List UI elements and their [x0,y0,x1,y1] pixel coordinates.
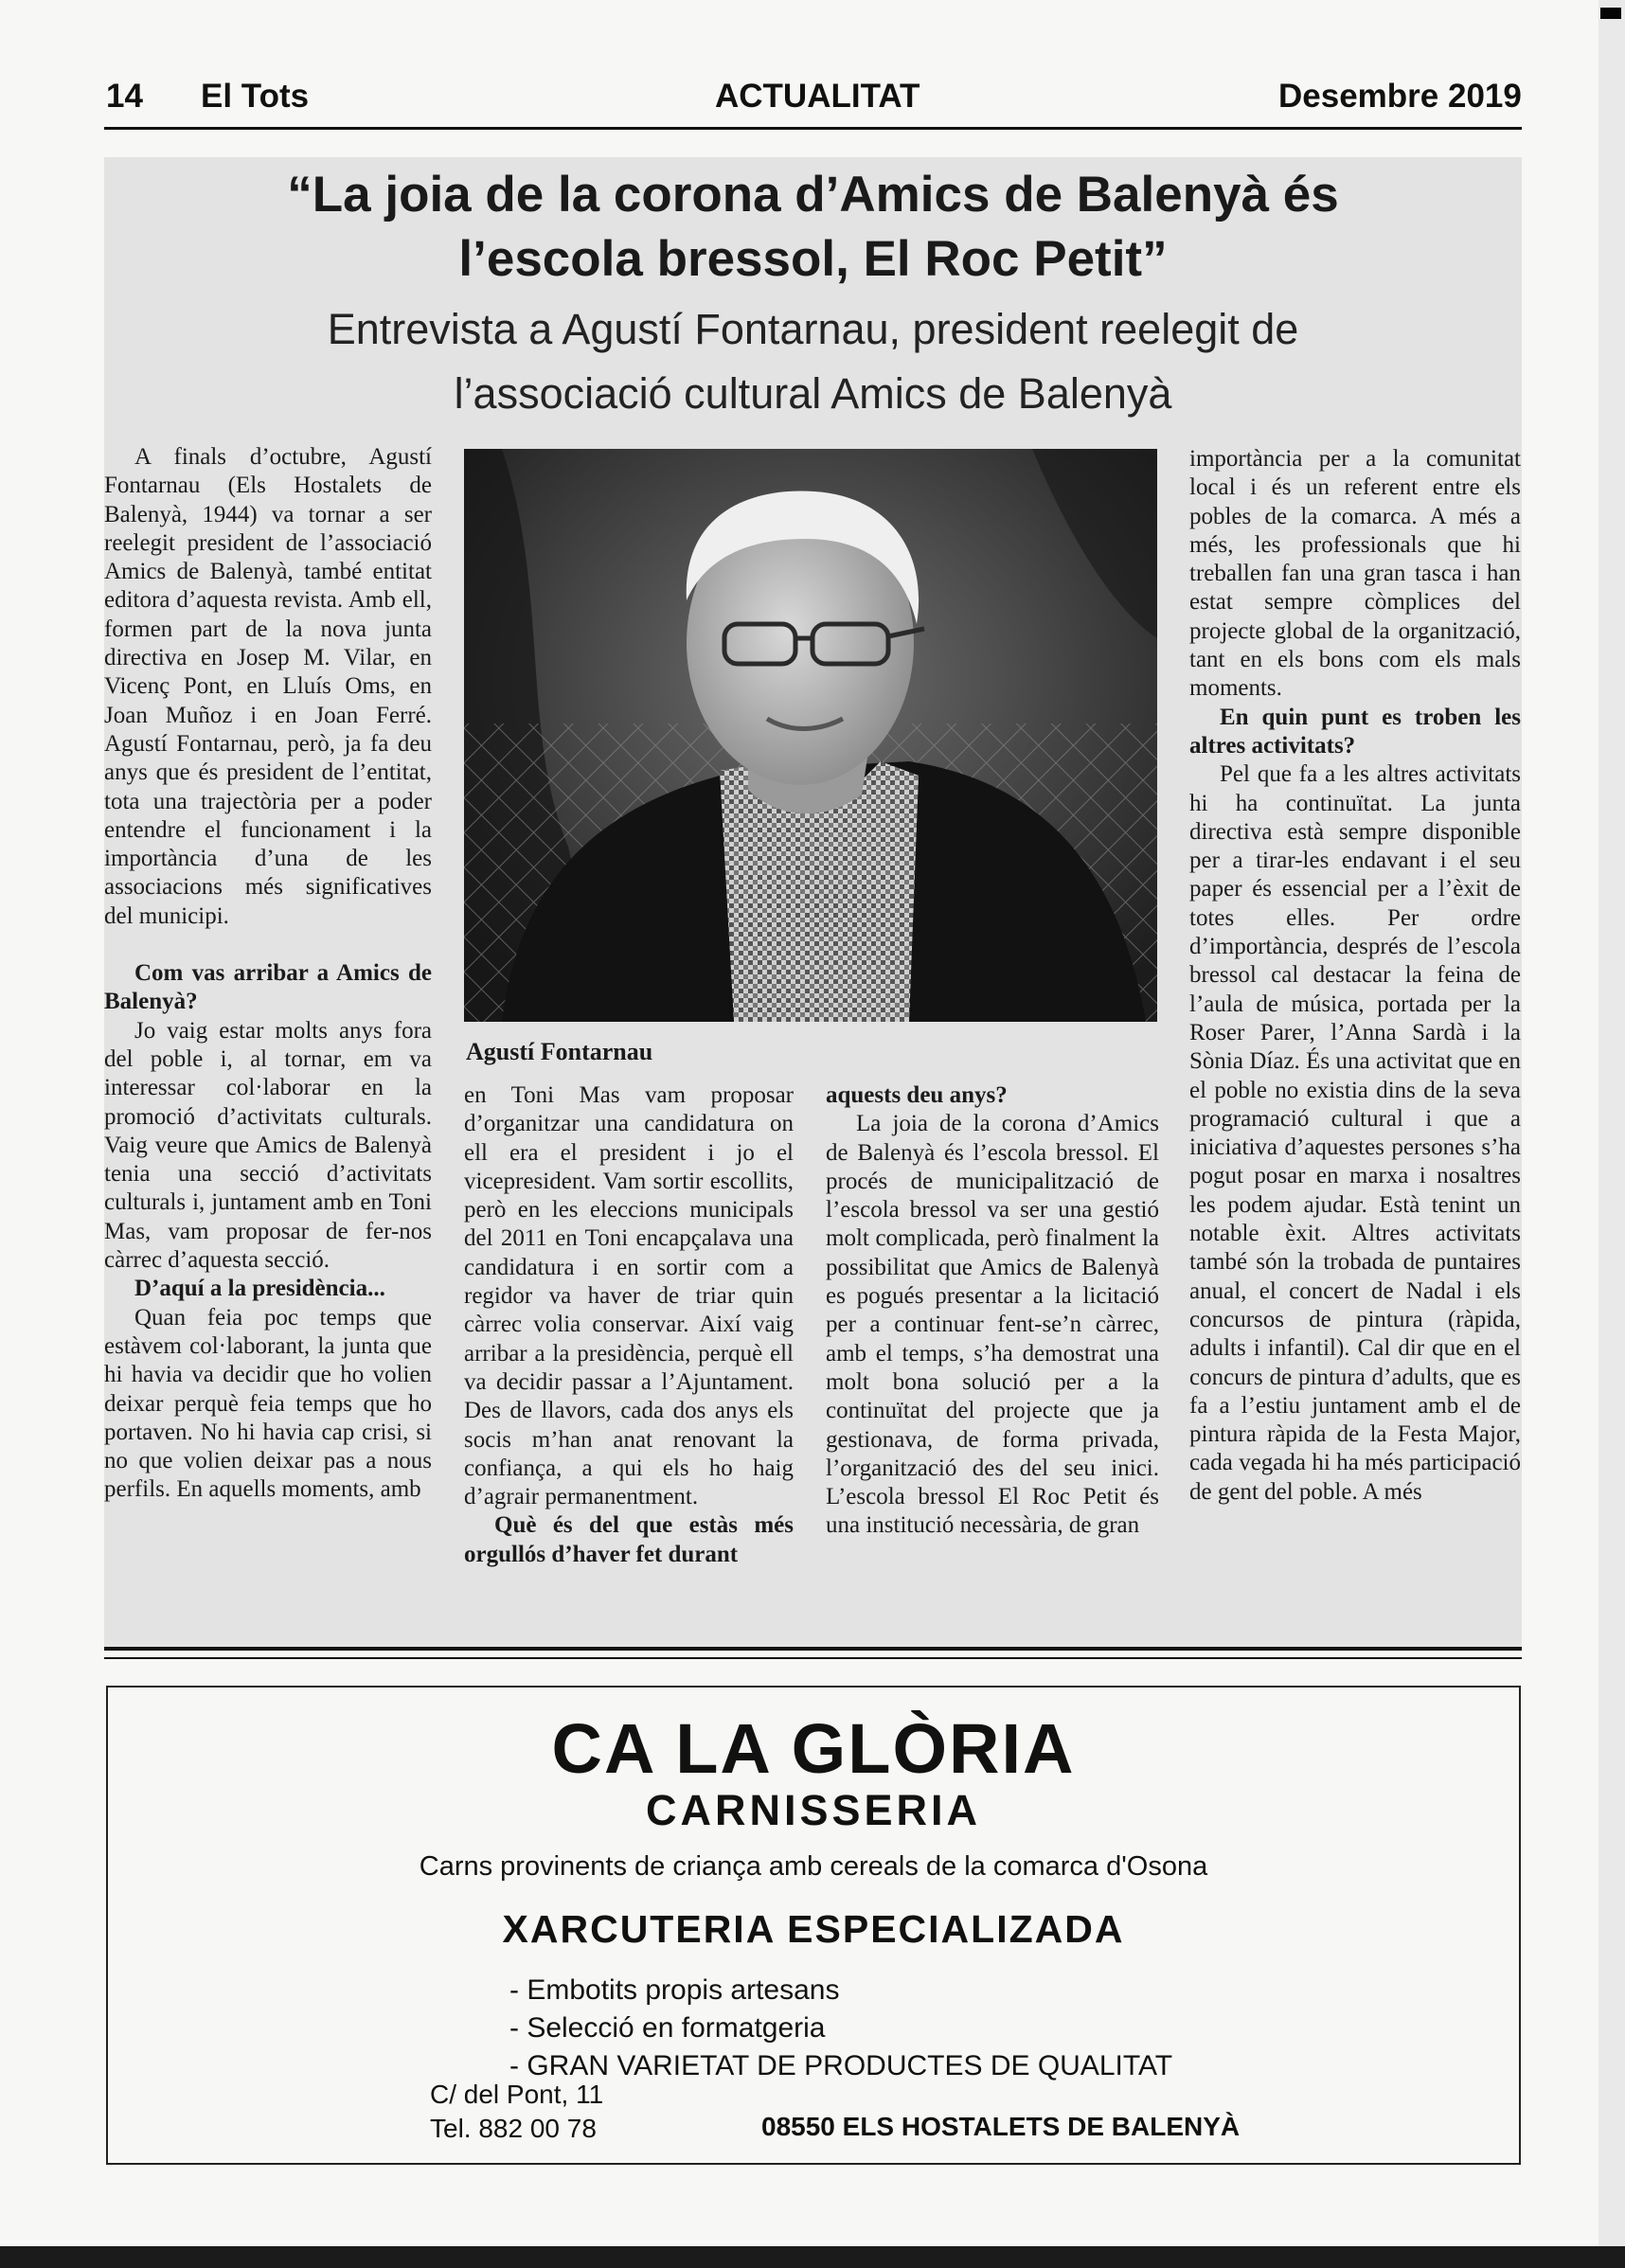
answer-4: Pel que fa a les altres activitats hi ha continuïtat. La junta directiva està sempre disponible per a tirar-les endavant i el seu paper és essencial per a l’èxit de totes elles. Per ordre d’importància, després de l’escola bressol cal destacar la feina de l’aula de música, portada per la Roser Parer, l’Anna Sardà i la Sònia Díaz. És una activitat que en el poble no existia dins de la seva programació cultural i que a iniciativa d’aquestes persones s’ha pogut posar en marxa i nosaltres les podem ajudar. Està tenint un notable èxit. Altres activitats també són la trobada de puntaires anual, el concert de Nadal i els concursos de pintura (ràpida, adults i infantil). Cal dir que en el concurs de pintura d’adults, que es fa a l’estiu juntament amb el de pintura ràpida de la Festa Major, cada vegada hi ha més participació de gent del poble. A més [1189,761,1521,1505]
question-3-continued: aquests deu anys? [826,1082,1008,1108]
answer-2-continued: en Toni Mas vam proposar d’organitzar una candidatura on ell era el president i jo el vicepresident. Vam sortir escollits, però en les eleccions municipals del 2011 en Toni encapçalava una candidatura i en sortir com a regidor va haver de triar quin càrrec volia conservar. Així vaig arribar a la presidència, perquè ell va decidir passar a l’Ajuntament. Des de llavors, cada dos anys els socis m’han anat renovant la confiança, a qui els ho haig d’agrair permanentment. [464,1082,794,1510]
issue-date: Desembre 2019 [1278,78,1522,115]
question-1: Com vas arribar a Amics de Balenyà? [104,960,432,1015]
article-title-line-2: l’escola bressol, El Roc Petit” [458,231,1168,287]
page-edge [1598,0,1625,2246]
ad-product-item: - Selecció en formatgeria [509,2012,826,2044]
ad-product-item: - GRAN VARIETAT DE PRODUCTES DE QUALITAT [509,2050,1173,2081]
question-2: D’aquí a la presidència... [134,1276,385,1302]
answer-2: Quan feia poc temps que estàvem col·laborant, la junta que hi havia va decidir que ho volien deixar perquè feia temps que ho portaven. No hi havia cap crisi, si no que volien deixar pas a nous perfils. En aquells moments, amb [104,1304,432,1503]
article-subtitle-line-1: Entrevista a Agustí Fontarnau, president reelegit de [327,305,1299,353]
answer-3: La joia de la corona d’Amics de Balenyà és l’escola bressol. El procés de municipalització de l’escola bressol va ser una gestió molt complicada, però finalment la possibilitat que Amics de Balenyà es pogués presentar a la licitació per a continuar fent-se’n càrrec, amb el temps, s’ha demostrat una molt bona solució per a la continuïtat del projecte que ja gestionava, de forma privada, l’organització des del seu inici. L’escola bressol El Roc Petit és una institució necessària, de gran [826,1111,1159,1539]
ad-phone: Tel. 882 00 78 [430,2114,597,2143]
question-4: En quin punt es troben les altres activitats? [1189,704,1521,759]
article-column-1 [104,443,432,1505]
ad-tagline: Carns provinents de criança amb cereals de la comarca d'Osona [419,1851,1208,1882]
article-column-2 [464,1081,794,1569]
ad-speciality: XARCUTERIA ESPECIALIZADA [502,1907,1125,1951]
article-end-rule [104,1647,1522,1651]
article-column-3 [826,1081,1159,1541]
ad-postcode-city: 08550 ELS HOSTALETS DE BALENYÀ [761,2112,1241,2141]
ad-product-list [509,1972,1172,2085]
ad-business-name: CA LA GLÒRIA [551,1709,1076,1788]
section-name: ACTUALITAT [715,78,920,115]
scan-corner-mark [1600,8,1621,19]
publication-name: El Tots [201,78,310,115]
portrait-photo [464,449,1157,1022]
advertisement-box [106,1686,1521,2165]
article-title-line-1: “La joia de la corona d’Amics de Balenyà és [287,167,1339,223]
question-3: Què és del que estàs més orgullós d’haver fet durant [464,1512,794,1567]
portrait-image [464,449,1157,1022]
answer-1: Jo vaig estar molts anys fora del poble i, al tornar, em va interessar col·laborar en la promoció d’activitats culturals. Vaig veure que Amics de Balenyà tenia una secció d’activitats culturals i, juntament amb en Toni Mas, vam proposar de fer-nos càrrec d’aquesta secció. [104,1017,432,1274]
ad-business-type: CARNISSERIA [645,1786,982,1834]
ad-address: C/ del Pont, 11 [430,2080,604,2109]
page-number: 14 [106,78,143,115]
ad-product-item: - Embotits propis artesans [509,1974,840,2006]
intro-paragraph: A finals d’octubre, Agustí Fontarnau (Els Hostalets de Balenyà, 1944) va tornar a ser reelegit president de l’associació Amics de Balenyà, també entitat editora d’aquesta revista. Amb ell, formen part de la nova junta directiva en Josep M. Vilar, en Vicenç Pont, en Lluís Oms, en Joan Muñoz i en Joan Ferré. Agustí Fontarnau, però, ja fa deu anys que és president de l’entitat, tota una trajectòria per a poder entendre el funcionament i la importància d’una de les associacions més significatives del municipi. [104,444,432,929]
header-rule [104,127,1522,130]
article-subtitle-line-2: l’associació cultural Amics de Balenyà [454,369,1172,418]
photo-caption: Agustí Fontarnau [466,1038,653,1065]
answer-3-continued: importància per a la comunitat local i és un referent entre els pobles de la comarca. A més a més, les professionals que hi treballen fan una gran tasca i han estat sempre còmplices del projecte global de la organització, tant en els bons com els mals moments. [1189,446,1521,702]
ad-contact [430,2078,603,2146]
article-column-4 [1189,445,1521,1507]
article-end-rule-thin [104,1657,1522,1659]
